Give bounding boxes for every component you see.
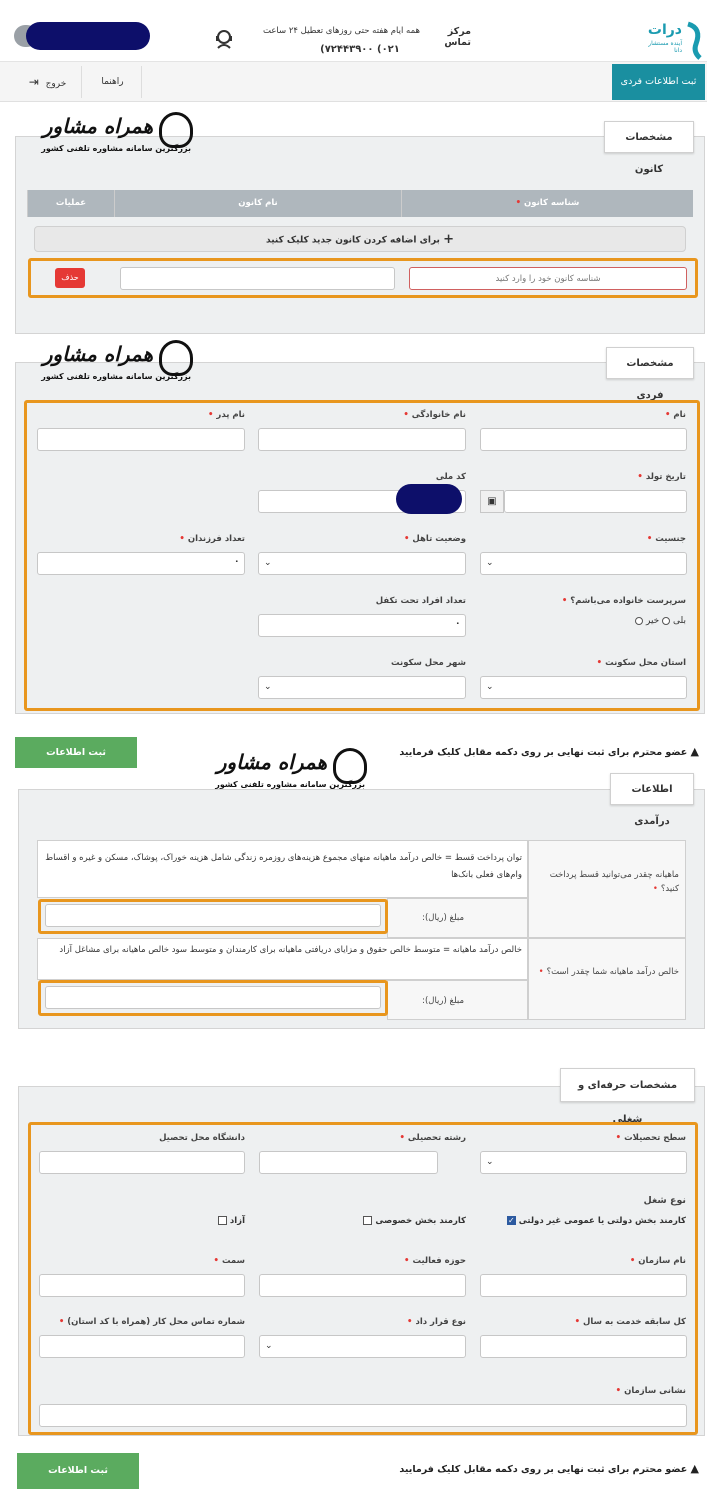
label-work-phone: شماره تماس محل کار (همراه با کد استان)• (58, 1317, 245, 1327)
col-id: شناسه کانون (524, 198, 580, 208)
chevron-down-icon: ⌄ (264, 558, 272, 568)
national-code-redacted (396, 484, 462, 514)
logo-subtitle: آینده مستشار دانا (648, 40, 682, 54)
label-contract: نوع قرار داد• (407, 1317, 466, 1327)
province-select[interactable] (480, 676, 687, 699)
chevron-down-icon: ⌄ (486, 558, 494, 568)
chevron-down-icon: ⌄ (486, 1157, 494, 1167)
warning-icon: ▲ (690, 745, 699, 758)
income-amount1-input[interactable] (45, 904, 381, 927)
add-kanoon-button[interactable] (34, 226, 686, 252)
label-first-name: نام• (664, 410, 686, 420)
label-national-code: کد ملی (435, 472, 466, 482)
edu-level-select[interactable] (480, 1151, 687, 1174)
no-radio[interactable] (635, 617, 643, 625)
contact-hours: همه ایام هفته حتی روزهای تعطیل ۲۴ ساعت (262, 26, 420, 36)
label-experience: کل سابقه خدمت به سال• (574, 1317, 686, 1327)
watermark-logo-icon (333, 748, 367, 784)
watermark (18, 112, 193, 162)
label-activity: حوزه فعالیت• (404, 1256, 466, 1266)
submit-button[interactable]: ثبت اطلاعات (17, 1453, 139, 1489)
last-name-input[interactable] (258, 428, 466, 451)
col-id-header: شناسه کانون• (401, 190, 693, 217)
label-father: نام پدر• (207, 410, 245, 420)
label-birth: تاریخ تولد• (637, 472, 686, 482)
col-ops: عملیات (27, 190, 114, 217)
label-job-type: نوع شغل (643, 1195, 686, 1206)
submit-warning: ▲ عضو محترم برای ثبت نهایی بر روی دکمه مقابل کلیک فرمایید (399, 1462, 699, 1475)
first-name-input[interactable] (480, 428, 687, 451)
watermark (18, 340, 193, 390)
checkbox[interactable] (363, 1216, 372, 1225)
label-province: استان محل سکونت• (596, 658, 686, 668)
label-field: رشته تحصیلی• (399, 1133, 466, 1143)
warning-icon: ▲ (690, 1462, 699, 1475)
children-value: ۰ (234, 557, 240, 567)
submit-warning: ▲ عضو محترم برای ثبت نهایی بر روی دکمه مقابل کلیک فرمایید (399, 745, 699, 758)
contact-phone: ۰۲۱) ۷۲۴۴۳۹۰۰) (320, 44, 400, 55)
watermark-tagline: بزرگترین سامانه مشاوره تلفنی کشور (41, 372, 191, 381)
income-amount2-input[interactable] (45, 986, 381, 1009)
opt-private-label: کارمند بخش خصوصی (375, 1216, 466, 1226)
header (0, 0, 707, 62)
add-kanoon-label: برای اضافه کردن کانون جدید کلیک کنید (266, 235, 440, 246)
checkbox[interactable] (218, 1216, 227, 1225)
watermark-tagline: بزرگترین سامانه مشاوره تلفنی کشور (41, 144, 191, 153)
chevron-down-icon: ⌄ (486, 682, 494, 692)
work-phone-input[interactable] (39, 1335, 245, 1358)
watermark-brand: همراه مشاور (216, 750, 327, 774)
personal-title: مشخصات فردی (606, 347, 694, 379)
income-q2-cell (528, 938, 686, 1020)
university-input[interactable] (39, 1151, 245, 1174)
chevron-down-icon: ⌄ (265, 1341, 273, 1351)
experience-input[interactable] (480, 1335, 687, 1358)
income-title: اطلاعات درآمدی (610, 773, 694, 805)
label-head: سرپرست خانواده می‌باشم؟• (561, 596, 686, 606)
help-link[interactable]: راهنما (84, 66, 142, 98)
label-gender: جنسیت• (646, 534, 686, 544)
gender-select[interactable] (480, 552, 687, 575)
kanoon-table-header (27, 190, 693, 217)
opt-free[interactable] (218, 1216, 245, 1226)
tab-personal-info[interactable]: ثبت اطلاعات فردی (612, 64, 705, 100)
logo-name: درات (647, 22, 682, 38)
label-position: سمت• (213, 1256, 245, 1266)
field-input[interactable] (259, 1151, 438, 1174)
job-title: مشخصات حرفه‌ای و شغلی (560, 1068, 695, 1102)
contract-select[interactable] (259, 1335, 466, 1358)
watermark-brand: همراه مشاور (42, 114, 153, 138)
city-select[interactable] (258, 676, 466, 699)
watermark-logo-icon (159, 112, 193, 148)
submit-button[interactable]: ثبت اطلاعات (15, 737, 137, 768)
yes-radio[interactable] (662, 617, 670, 625)
dependents-stepper[interactable] (258, 614, 466, 637)
watermark-tagline: بزرگترین سامانه مشاوره تلفنی کشور (215, 780, 365, 789)
label-org-name: نام سازمان• (629, 1256, 686, 1266)
birth-date-input[interactable] (504, 490, 687, 513)
label-children: تعداد فرزندان• (179, 534, 245, 544)
kanoon-title: مشخصات کانون (604, 121, 694, 153)
income-d1: توان پرداخت قسط = خالص درآمد ماهیانه منهای مجموع هزینه‌های روزمره زندگی شامل هزینه خوراک، پوشاک، مسکن و غیره و اقساط وام‌های فعلی بانک‌ها (45, 853, 522, 880)
logout-icon: ⇥ (28, 75, 39, 89)
checkbox-checked[interactable]: ✓ (507, 1216, 515, 1225)
income-amount1-label: مبلغ (ریال): (422, 913, 464, 923)
income-q1: ماهیانه چقدر می‌توانید قسط پرداخت کنید؟• (549, 870, 679, 894)
label-city: شهر محل سکونت (391, 658, 466, 668)
income-d2: خالص درآمد ماهیانه = متوسط خالص حقوق و مزایای دریافتی ماهیانه برای کارمندان و متوسط سود خالص ماهیانه برای مشاغل آزاد (59, 945, 522, 955)
nav-bar (0, 62, 707, 102)
label-marital: وضعیت تاهل• (403, 534, 466, 544)
org-address-input[interactable] (39, 1404, 687, 1427)
support-icon (215, 28, 233, 50)
contact-title: مرکز تماس (444, 26, 471, 48)
opt-free-label: آزاد (229, 1216, 245, 1226)
watermark-brand: همراه مشاور (42, 342, 153, 366)
org-name-input[interactable] (480, 1274, 687, 1297)
opt-private[interactable] (363, 1216, 466, 1226)
label-university: دانشگاه محل تحصیل (159, 1133, 245, 1143)
position-input[interactable] (39, 1274, 245, 1297)
calendar-icon[interactable]: ▣ (480, 490, 504, 513)
label-org-address: نشانی سازمان• (615, 1386, 686, 1396)
income-amount2-label: مبلغ (ریال): (422, 996, 464, 1006)
logout-label: خروج (45, 79, 67, 89)
yes-label: بلی (673, 616, 686, 626)
opt-gov[interactable] (507, 1216, 686, 1226)
col-name: نام کانون (114, 190, 401, 217)
income-q2: خالص درآمد ماهیانه شما چقدر است؟• (538, 967, 679, 977)
children-stepper[interactable] (37, 552, 245, 575)
watermark (192, 748, 367, 798)
opt-gov-label: کارمند بخش دولتی یا عمومی غیر دولتی (518, 1216, 686, 1226)
father-name-input[interactable] (37, 428, 245, 451)
logo (638, 20, 704, 60)
logout-button[interactable] (14, 66, 82, 98)
user-name-redacted (26, 22, 150, 50)
marital-select[interactable] (258, 552, 466, 575)
watermark-logo-icon (159, 340, 193, 376)
label-dependents: تعداد افراد تحت تکفل (375, 596, 466, 606)
head-radio-group (635, 616, 686, 626)
no-label: خیر (646, 616, 660, 626)
plus-icon: + (443, 232, 454, 247)
delete-button[interactable]: حذف (55, 268, 85, 288)
activity-input[interactable] (259, 1274, 466, 1297)
dependents-value: ۰ (455, 619, 461, 629)
chevron-down-icon: ⌄ (264, 682, 272, 692)
label-last-name: نام خانوادگی• (403, 410, 466, 420)
label-edu-level: سطح تحصیلات• (615, 1133, 686, 1143)
kanoon-name-input[interactable] (120, 267, 395, 290)
kanoon-id-input[interactable] (409, 267, 687, 290)
